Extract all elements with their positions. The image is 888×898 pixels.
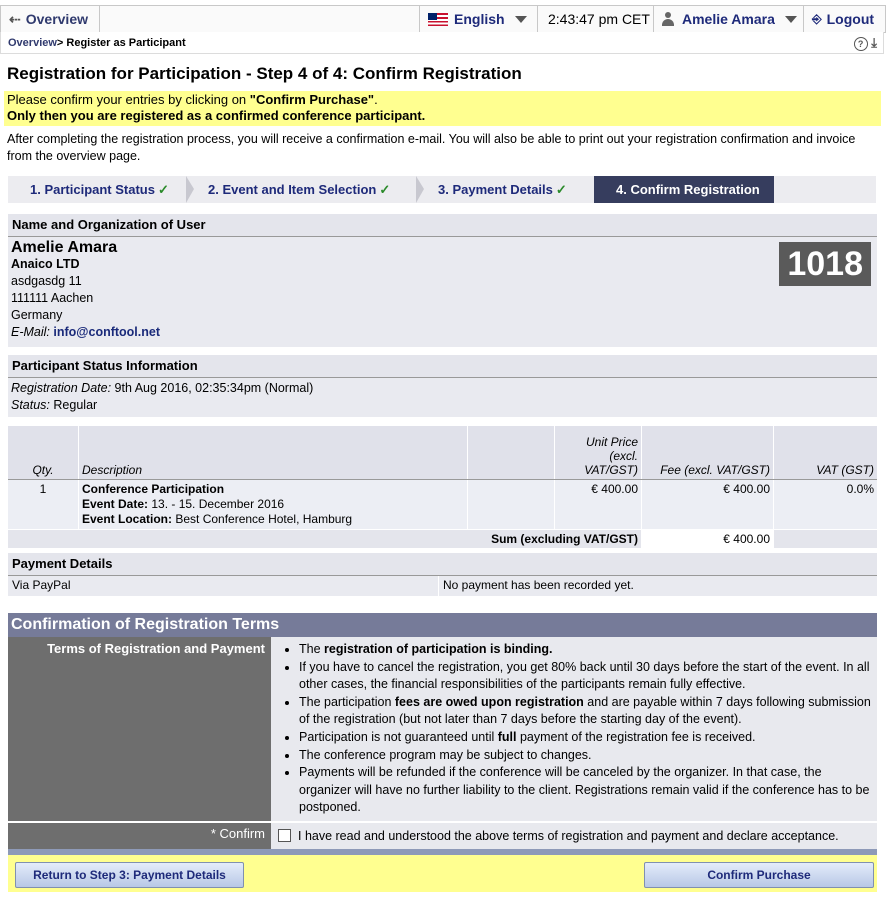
row-unit-price: € 400.00: [555, 479, 642, 529]
event-date: 13. - 15. December 2016: [148, 496, 285, 511]
step-label: 3. Payment Details: [438, 182, 553, 197]
step-progress: [8, 176, 876, 203]
top-bar: [0, 5, 886, 33]
section-heading: Name and Organization of User: [8, 214, 877, 237]
user-icon: [662, 12, 674, 26]
terms-bold: registration of participation is binding.: [324, 642, 553, 656]
registration-date-label: Registration Date:: [11, 381, 112, 395]
terms-item: • Payments will be refunded if the conference will be canceled by the organizer. In that case, the organizer will have no further liability to the client. Registrations remain valid if the conference has to be postponed.: [299, 764, 873, 817]
sum-value: € 400.00: [642, 529, 774, 548]
user-city: 111111 Aachen: [11, 291, 94, 305]
chevron-down-icon: [785, 16, 797, 23]
col-unit-price: Unit Price (excl. VAT/GST): [555, 426, 642, 479]
user-organization: Anaico LTD: [11, 257, 80, 271]
page-title: Registration for Participation - Step 4 of 4: Confirm Registration: [7, 64, 522, 83]
language-selector[interactable]: [419, 6, 537, 32]
terms-section: [8, 613, 877, 855]
status-label: Status:: [11, 398, 50, 412]
col-vat: VAT (GST): [774, 426, 878, 479]
logout-label: Logout: [826, 11, 875, 27]
section-heading: Payment Details: [8, 553, 877, 576]
col-blank: [468, 426, 555, 479]
logout-icon: ⎆: [812, 11, 822, 26]
breadcrumb: [0, 32, 884, 54]
chevron-down-icon: [515, 16, 527, 23]
status-value: Regular: [53, 398, 98, 412]
accept-terms-text[interactable]: I have read and understood the above terms of registration and payment and declare acceptance.: [298, 828, 839, 843]
terms-item: [299, 694, 873, 729]
status-section: [8, 355, 877, 417]
col-qty: Qty.: [8, 426, 79, 479]
col-fee: Fee (excl. VAT/GST): [642, 426, 774, 479]
breadcrumb-overview-link[interactable]: Overview: [8, 36, 57, 49]
row-vat: 0.0%: [774, 479, 878, 529]
language-label: English: [454, 11, 505, 27]
email-link[interactable]: info@conftool.net: [53, 325, 161, 339]
notice-highlight: "Confirm Purchase": [249, 92, 375, 107]
user-menu[interactable]: [653, 6, 803, 32]
items-table: [8, 426, 877, 548]
step-label: 1. Participant Status: [30, 182, 155, 197]
confirm-purchase-button[interactable]: Confirm Purchase: [644, 862, 874, 888]
intro-text: After completing the registration process, you will receive a confirmation e-mail. You will also be able to print out your registration confirmation and invoice from the overview page.: [7, 132, 856, 163]
step-confirm-registration: [594, 176, 774, 203]
check-icon: ✓: [157, 182, 169, 197]
topbar-spacer: [99, 6, 419, 32]
payment-section: [8, 553, 877, 596]
user-country: Germany: [11, 308, 63, 322]
return-step3-button[interactable]: Return to Step 3: Payment Details: [15, 862, 244, 888]
terms-bold: full: [497, 729, 517, 744]
confirm-label: * Confirm: [8, 823, 271, 849]
user-street: asdgasdg 11: [11, 274, 82, 288]
registration-date-value: 9th Aug 2016, 02:35:34pm (Normal): [114, 381, 314, 395]
notice-line-2: Only then you are registered as a confirmed conference participant.: [7, 108, 426, 123]
confirm-field: [271, 823, 877, 849]
table-row: [8, 479, 877, 529]
event-location-label: Event Location:: [82, 511, 173, 526]
terms-item: [299, 729, 873, 747]
user-section: [8, 214, 877, 347]
row-qty: 1: [8, 479, 79, 529]
col-description: Description: [79, 426, 468, 479]
payment-status: No payment has been recorded yet.: [443, 578, 634, 592]
terms-bold: fees are owed upon registration: [394, 694, 584, 709]
user-full-name: Amelie Amara: [11, 239, 118, 256]
row-blank: [468, 479, 555, 529]
section-heading: Participant Status Information: [8, 355, 877, 378]
terms-text: The participation: [299, 694, 395, 709]
terms-body: [8, 637, 877, 821]
logout-link[interactable]: [803, 6, 881, 32]
back-arrow-icon: ⇠: [9, 10, 21, 27]
terms-text: payment of the registration fee is received.: [516, 729, 756, 744]
event-date-label: Event Date:: [82, 496, 149, 511]
item-title: Conference Participation: [82, 481, 225, 496]
help-icon[interactable]: ?: [854, 37, 868, 51]
step-payment-details[interactable]: [416, 176, 594, 203]
terms-heading: Confirmation of Registration Terms: [8, 613, 877, 637]
participant-id-badge: 1018: [779, 242, 871, 286]
event-location: Best Conference Hotel, Hamburg: [172, 511, 353, 526]
server-time: 2:43:47 pm CET: [537, 6, 653, 32]
breadcrumb-tools: [854, 35, 877, 51]
email-label: E-Mail:: [11, 325, 50, 339]
accept-terms-checkbox[interactable]: [278, 829, 291, 842]
row-fee: € 400.00: [642, 479, 774, 529]
step-label: 2. Event and Item Selection: [208, 182, 377, 197]
step-participant-status[interactable]: [8, 176, 186, 203]
terms-text: and are payable within 7 days following submission of the registration (but not later than 7 days before the starting day of the event).: [299, 694, 871, 727]
user-name-label: Amelie Amara: [682, 11, 775, 27]
terms-label: Terms of Registration and Payment: [8, 637, 271, 821]
check-icon: ✓: [555, 182, 567, 197]
button-bar: [8, 855, 877, 892]
download-icon[interactable]: ⤓: [871, 35, 877, 50]
notice-text-end: .: [374, 92, 378, 107]
sum-blank: [774, 529, 878, 548]
terms-text: The: [299, 642, 325, 656]
sum-row: [8, 529, 877, 548]
row-description: [79, 479, 468, 529]
notice-text: Please confirm your entries by clicking on: [7, 92, 250, 107]
payment-row: [8, 576, 877, 597]
check-icon: ✓: [379, 182, 391, 197]
confirm-row: [8, 821, 877, 849]
overview-label: Overview: [25, 11, 88, 27]
terms-item: • The conference program may be subject to changes.: [299, 747, 873, 765]
terms-item: • If you have to cancel the registration, you get 80% back until 30 days before the start of the event. In all other cases, the financial responsibilities of the participants remain fully effective.: [299, 659, 873, 694]
confirm-notice: [4, 91, 881, 126]
uk-flag-icon: [428, 13, 448, 26]
payment-method: Via PayPal: [8, 576, 439, 597]
terms-text: Participation is not guaranteed until: [299, 729, 498, 744]
step-event-selection[interactable]: [186, 176, 416, 203]
overview-link[interactable]: [1, 6, 99, 32]
step-label: 4. Confirm Registration: [616, 182, 760, 197]
breadcrumb-current: > Register as Participant: [56, 36, 186, 49]
terms-item: [299, 641, 873, 659]
sum-label: Sum (excluding VAT/GST): [8, 529, 642, 548]
terms-list: [271, 637, 877, 821]
